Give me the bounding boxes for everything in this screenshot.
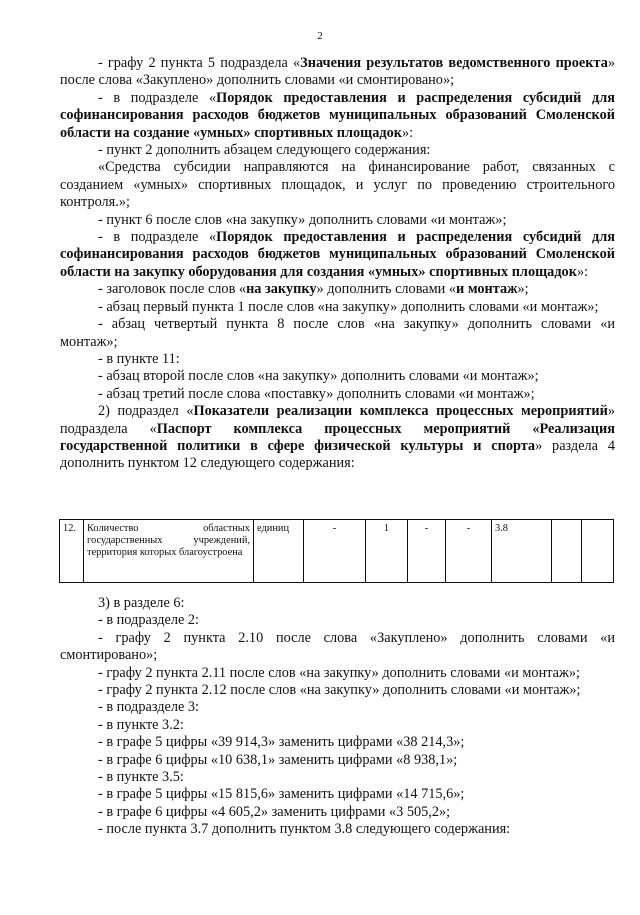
line-10: - в пункте 3.5: xyxy=(98,769,184,786)
paragraph-1 xyxy=(60,55,615,90)
paragraph-10: - в пункте 11: xyxy=(98,350,180,367)
paragraph-2 xyxy=(60,90,615,142)
text-span: »; xyxy=(517,281,529,298)
table-cell-value: - xyxy=(446,520,492,583)
bold-span: Порядок предоставления и распределения субсидий для софинансирования расходов бюджетов муниципальных образований Смоленской области на создание «умных» спортивных площадок xyxy=(60,89,616,141)
line-11: - в графе 5 цифры «15 815,6» заменить цифрами «14 715,6»; xyxy=(98,786,465,803)
paragraph-13 xyxy=(60,403,615,473)
bold-span: Показатели реализации комплекса процессных мероприятий xyxy=(193,403,608,420)
line-12: - в графе 6 цифры «4 605,2» заменить цифрами «3 505,2»; xyxy=(98,803,451,820)
table-row xyxy=(60,520,614,583)
line-13: - после пункта 3.7 дополнить пунктом 3.8 следующего содержания: xyxy=(98,821,511,838)
line-3: - графу 2 пункта 2.10 после слова «Закуплено» дополнить словами «и смонтировано»; xyxy=(60,629,615,664)
paragraph-8: - абзац первый пункта 1 после слов «на закупку» дополнить словами «и монтаж»; xyxy=(98,298,599,315)
text-span: »: xyxy=(576,263,589,280)
bold-span: на закупку xyxy=(246,281,317,298)
bold-span: Порядок предоставления и распределения субсидий для софинансирования расходов бюджетов муниципальных образований Смоленской области на закупку оборудования для создания «умных» спортивных площадок xyxy=(60,229,616,280)
text-span: »: xyxy=(401,124,414,141)
bold-span: Паспорт комплекса процессных мероприятий «Реализация государственной политики в сфере физической культуры и спорта xyxy=(60,420,615,454)
paragraph-12: - абзац третий после слова «поставку» дополнить словами «и монтаж»; xyxy=(98,385,535,402)
paragraph-5: - пункт 6 после слов «на закупку» дополнить словами «и монтаж»; xyxy=(98,211,507,228)
paragraph-4: «Средства субсидии направляются на финансирование работ, связанных с созданием «умных» спортивных площадок, и услуг по проведению строительного контроля.»; xyxy=(60,159,615,211)
line-6: - в подразделе 3: xyxy=(98,699,199,716)
line-5: - графу 2 пункта 2.12 после слов «на закупку» дополнить словами «и монтаж»; xyxy=(98,682,581,699)
line-4: - графу 2 пункта 2.11 после слов «на закупку» дополнить словами «и монтаж»; xyxy=(98,664,581,681)
text-span: - графу 2 пункта 5 подраздела « xyxy=(98,55,301,71)
indicator-table xyxy=(59,519,614,583)
line-9: - в графе 6 цифры «10 638,1» заменить цифрами «8 938,1»; xyxy=(98,751,458,768)
text-span: - в подразделе « xyxy=(98,89,217,106)
paragraph-6 xyxy=(60,229,615,281)
bold-span: и монтаж xyxy=(456,281,518,298)
text-span: 2) подраздел « xyxy=(98,403,194,420)
text-span: » после слова «Закуплено» дополнить словами «и смонтировано»; xyxy=(60,55,615,89)
bold-span: Значения результатов ведомственного проекта xyxy=(300,55,608,71)
amendments-part-1 xyxy=(60,55,615,473)
line-1: 3) в разделе 6: xyxy=(98,595,185,611)
table-cell-value: - xyxy=(304,520,366,583)
text-span: » подраздела « xyxy=(60,403,615,437)
table-cell-unit: единиц xyxy=(254,520,304,583)
table-cell-indicator: Количество областных государственных учреждений, территория которых благоустроена xyxy=(84,520,254,583)
paragraph-7 xyxy=(60,281,615,298)
indicator-table-wrap xyxy=(59,519,613,583)
paragraph-9: - абзац четвертый пункта 8 после слов «на закупку» дополнить словами «и монтаж»; xyxy=(60,316,615,350)
table-cell-reference: 3.8 xyxy=(492,520,552,583)
table-cell-value: 1 xyxy=(366,520,408,583)
text-span: - в подразделе « xyxy=(98,229,217,246)
paragraph-11: - абзац второй после слов «на закупку» дополнить словами «и монтаж»; xyxy=(98,368,539,385)
line-7: - в пункте 3.2: xyxy=(98,716,184,733)
text-span: - заголовок после слов « xyxy=(98,281,247,298)
text-span: » раздела 4 дополнить пунктом 12 следующего содержания: xyxy=(60,437,615,472)
table-cell-empty xyxy=(552,520,582,583)
paragraph-3: - пункт 2 дополнить абзацем следующего содержания: xyxy=(98,142,431,159)
page-number: 2 xyxy=(317,30,323,42)
text-span: » дополнить словами « xyxy=(316,281,457,298)
table-cell-number: 12. xyxy=(60,520,84,583)
table-cell-value: - xyxy=(408,520,446,583)
line-8: - в графе 5 цифры «39 914,3» заменить цифрами «38 214,3»; xyxy=(98,734,465,751)
amendments-part-2 xyxy=(60,595,615,839)
line-2: - в подразделе 2: xyxy=(98,612,199,629)
table-cell-empty xyxy=(582,520,614,583)
